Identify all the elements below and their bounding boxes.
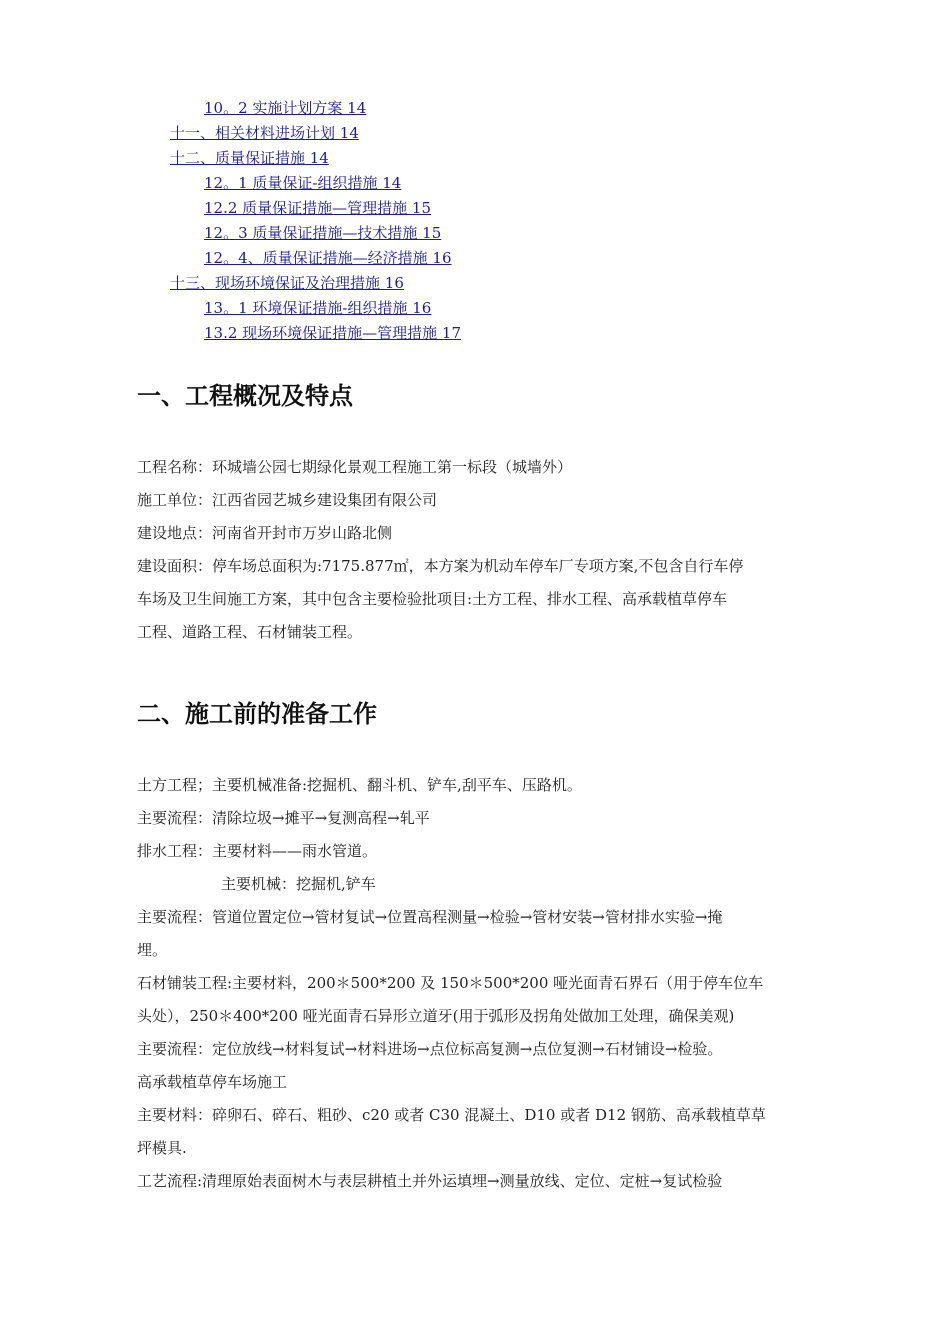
- toc-link[interactable]: 13。1 环境保证措施-组织措施 16: [204, 299, 432, 317]
- body-text-line: 主要流程：定位放线→材料复试→材料进场→点位标高复测→点位复测→石材铺设→检验。: [137, 1040, 723, 1058]
- toc-link[interactable]: 12。1 质量保证-组织措施 14: [204, 174, 402, 192]
- body-text-line: 土方工程；主要机械准备:挖掘机、翻斗机、铲车,刮平车、压路机。: [137, 776, 582, 794]
- section-2-heading: 二、施工前的准备工作: [137, 700, 377, 728]
- toc-link[interactable]: 13.2 现场环境保证措施—管理措施 17: [204, 324, 462, 342]
- body-text-line: 高承载植草停车场施工: [137, 1073, 288, 1091]
- toc-link[interactable]: 12。3 质量保证措施—技术措施 15: [204, 224, 442, 242]
- body-text-line: 施工单位：江西省园艺城乡建设集团有限公司: [137, 491, 438, 509]
- toc-link[interactable]: 十三、现场环境保证及治理措施 16: [170, 274, 404, 292]
- section-1-heading: 一、工程概况及特点: [137, 382, 353, 410]
- body-text-line: 车场及卫生间施工方案，其中包含主要检验批项目:土方工程、排水工程、高承载植草停车: [137, 590, 728, 608]
- toc-link[interactable]: 12。4、质量保证措施—经济措施 16: [204, 249, 452, 267]
- body-text-line: 排水工程：主要材料——雨水管道。: [137, 842, 378, 860]
- body-text-line: 主要材料：碎卵石、碎石、粗砂、c20 或者 C30 混凝土、D10 或者 D12 钢筋、高承载植草草: [137, 1106, 766, 1124]
- toc-link[interactable]: 十一、相关材料进场计划 14: [170, 124, 359, 142]
- body-text-line: 主要流程：清除垃圾→摊平→复测高程→轧平: [137, 809, 430, 827]
- body-text-line: 建设地点：河南省开封市万岁山路北侧: [137, 524, 393, 542]
- body-text-line: 工程、道路工程、石材铺装工程。: [137, 623, 363, 641]
- body-text-line: 坪模具.: [137, 1139, 187, 1157]
- toc-link[interactable]: 十二、质量保证措施 14: [170, 149, 329, 167]
- body-text-line: 主要流程：管道位置定位→管材复试→位置高程测量→检验→管材安装→管材排水实验→掩: [137, 908, 723, 926]
- section-2-body: [137, 769, 817, 1198]
- body-text-line: 工程名称：环城墙公园七期绿化景观工程施工第一标段（城墙外）: [137, 458, 573, 476]
- toc-link[interactable]: 10。2 实施计划方案 14: [204, 99, 367, 117]
- body-text-line: 主要机械：挖掘机,铲车: [221, 875, 376, 893]
- body-text-line: 工艺流程:清理原始表面树木与表层耕植土并外运填埋→测量放线、定位、定桩→复试检验: [137, 1172, 723, 1190]
- table-of-contents: [0, 96, 950, 346]
- body-text-line: 石材铺装工程:主要材料，200＊500*200 及 150＊500*200 哑光面青石界石（用于停车位车: [137, 974, 764, 992]
- body-text-line: 埋。: [137, 941, 168, 959]
- section-1-body: [137, 451, 817, 649]
- body-text-line: 头处），250＊400*200 哑光面青石异形立道牙(用于弧形及拐角处做加工处理，确保美观): [137, 1007, 735, 1025]
- toc-link[interactable]: 12.2 质量保证措施—管理措施 15: [204, 199, 432, 217]
- body-text-line: 建设面积：停车场总面积为:7175.877㎡，本方案为机动车停车厂专项方案,不包含自行车停: [137, 557, 744, 575]
